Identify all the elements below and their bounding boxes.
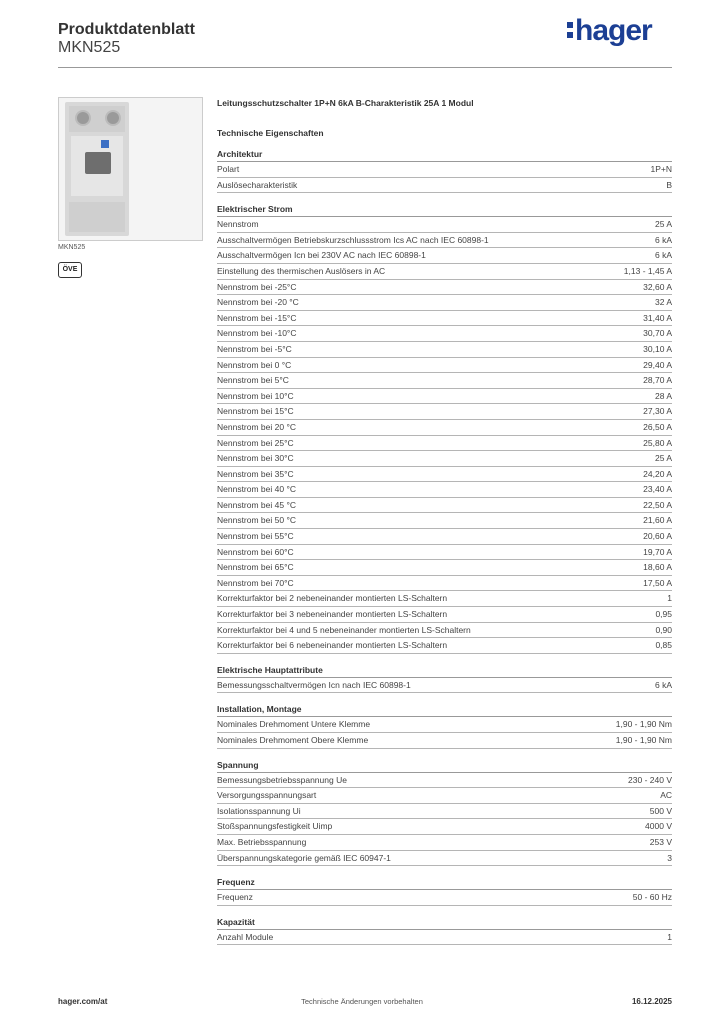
- spec-value: 24,20 A: [643, 468, 672, 479]
- spec-row: [217, 389, 672, 405]
- spec-value: B: [666, 179, 672, 190]
- spec-label: Bemessungsschaltvermögen Icn nach IEC 60898-1: [217, 679, 411, 690]
- spec-label: Korrekturfaktor bei 3 nebeneinander montierten LS-Schaltern: [217, 609, 448, 620]
- spec-value: 29,40 A: [643, 359, 672, 370]
- spec-value: 1,13 - 1,45 A: [623, 265, 672, 276]
- spec-value: 500 V: [649, 805, 672, 816]
- spec-row: [217, 420, 672, 436]
- spec-row: [217, 482, 672, 498]
- spec-value: AC: [660, 790, 672, 801]
- spec-row: [217, 295, 672, 311]
- spec-label: Versorgungsspannungsart: [217, 790, 317, 801]
- spec-label: Nennstrom bei 35°C: [217, 468, 294, 479]
- spec-row: [217, 545, 672, 561]
- spec-row: [217, 311, 672, 327]
- spec-label: Einstellung des thermischen Auslösers in AC: [217, 265, 386, 276]
- product-image: [58, 97, 203, 241]
- section-heading: Architektur: [217, 147, 672, 162]
- spec-section: [217, 875, 672, 906]
- spec-section: [217, 147, 672, 193]
- model-number: MKN525: [58, 39, 121, 56]
- spec-label: Ausschaltvermögen Betriebskurzschlussstrom Ics AC nach IEC 60898-1: [217, 234, 489, 245]
- spec-value: 6 kA: [654, 234, 672, 245]
- spec-row: [217, 404, 672, 420]
- section-heading: Kapazität: [217, 915, 672, 930]
- spec-value: 0,90: [655, 624, 672, 635]
- spec-row: [217, 451, 672, 467]
- spec-row: [217, 678, 672, 694]
- spec-row: [217, 930, 672, 946]
- section-heading: Frequenz: [217, 875, 672, 890]
- spec-row: [217, 851, 672, 867]
- spec-value: 20,60 A: [643, 531, 672, 542]
- spec-label: Nominales Drehmoment Untere Klemme: [217, 719, 371, 730]
- spec-label: Isolationsspannung Ui: [217, 805, 301, 816]
- spec-value: 27,30 A: [643, 406, 672, 417]
- spec-row: [217, 248, 672, 264]
- spec-row: [217, 560, 672, 576]
- spec-label: Korrekturfaktor bei 4 und 5 nebeneinander montierten LS-Schaltern: [217, 624, 471, 635]
- header-divider: [58, 67, 672, 68]
- spec-row: [217, 342, 672, 358]
- product-title: Leitungsschutzschalter 1P+N 6kA B-Charakteristik 25A 1 Modul: [217, 98, 474, 108]
- section-heading: Spannung: [217, 758, 672, 773]
- spec-value: 18,60 A: [643, 562, 672, 573]
- spec-row: [217, 717, 672, 733]
- spec-label: Nennstrom bei 30°C: [217, 453, 294, 464]
- spec-value: 4000 V: [645, 821, 672, 832]
- spec-row: [217, 373, 672, 389]
- certification-mark-icon: ÖVE: [58, 262, 82, 278]
- spec-row: [217, 835, 672, 851]
- spec-label: Frequenz: [217, 892, 253, 903]
- spec-row: [217, 178, 672, 194]
- spec-label: Nennstrom bei 0 °C: [217, 359, 292, 370]
- spec-row: [217, 264, 672, 280]
- spec-value: 25,80 A: [643, 437, 672, 448]
- spec-label: Korrekturfaktor bei 2 nebeneinander montierten LS-Schaltern: [217, 593, 448, 604]
- spec-label: Ausschaltvermögen Icn bei 230V AC nach IEC 60898-1: [217, 250, 426, 261]
- spec-row: [217, 804, 672, 820]
- spec-row: [217, 529, 672, 545]
- spec-value: 50 - 60 Hz: [632, 892, 672, 903]
- logo-dots-icon: [567, 18, 573, 42]
- spec-row: [217, 576, 672, 592]
- spec-value: 253 V: [649, 836, 672, 847]
- spec-label: Nennstrom: [217, 219, 259, 230]
- spec-row: [217, 591, 672, 607]
- spec-row: [217, 513, 672, 529]
- spec-label: Nennstrom bei 60°C: [217, 546, 294, 557]
- spec-value: 230 - 240 V: [628, 774, 672, 785]
- spec-row: [217, 436, 672, 452]
- spec-value: 0,85: [655, 640, 672, 651]
- spec-row: [217, 607, 672, 623]
- spec-label: Korrekturfaktor bei 6 nebeneinander montierten LS-Schaltern: [217, 640, 448, 651]
- spec-value: 30,10 A: [643, 343, 672, 354]
- spec-row: [217, 326, 672, 342]
- spec-row: [217, 623, 672, 639]
- section-heading: Elektrischer Strom: [217, 202, 672, 217]
- spec-section: [217, 202, 672, 654]
- spec-label: Anzahl Module: [217, 931, 274, 942]
- spec-row: [217, 890, 672, 906]
- spec-value: 31,40 A: [643, 312, 672, 323]
- footer-note: Technische Änderungen vorbehalten: [301, 997, 423, 1006]
- spec-value: 21,60 A: [643, 515, 672, 526]
- tech-heading: Technische Eigenschaften: [217, 128, 324, 138]
- spec-row: [217, 498, 672, 514]
- spec-value: 19,70 A: [643, 546, 672, 557]
- section-heading: Installation, Montage: [217, 702, 672, 717]
- spec-label: Nennstrom bei 5°C: [217, 375, 289, 386]
- spec-label: Nennstrom bei 40 °C: [217, 484, 296, 495]
- spec-section: [217, 663, 672, 694]
- spec-value: 3: [667, 852, 672, 863]
- spec-label: Stoßspannungsfestigkeit Uimp: [217, 821, 333, 832]
- spec-row: [217, 467, 672, 483]
- spec-row: [217, 788, 672, 804]
- spec-label: Nennstrom bei -15°C: [217, 312, 297, 323]
- spec-value: 26,50 A: [643, 421, 672, 432]
- spec-section: [217, 702, 672, 748]
- spec-label: Polart: [217, 164, 240, 174]
- spec-value: 23,40 A: [643, 484, 672, 495]
- spec-value: 17,50 A: [643, 577, 672, 588]
- page-title: Produktdatenblatt: [58, 21, 195, 38]
- spec-label: Bemessungsbetriebsspannung Ue: [217, 774, 347, 785]
- spec-value: 6 kA: [654, 250, 672, 261]
- image-caption: MKN525: [58, 244, 86, 251]
- spec-label: Nennstrom bei -25°C: [217, 281, 297, 292]
- section-heading: Elektrische Hauptattribute: [217, 663, 672, 678]
- spec-label: Nennstrom bei 20 °C: [217, 421, 296, 432]
- spec-row: [217, 233, 672, 249]
- spec-value: 1,90 - 1,90 Nm: [615, 735, 672, 745]
- spec-section: [217, 915, 672, 946]
- spec-row: [217, 162, 672, 178]
- spec-label: Nennstrom bei 25°C: [217, 437, 294, 448]
- spec-label: Nennstrom bei -5°C: [217, 343, 292, 354]
- spec-row: [217, 773, 672, 789]
- spec-label: Überspannungskategorie gemäß IEC 60947-1: [217, 852, 391, 863]
- spec-sections: [217, 147, 672, 945]
- spec-row: [217, 638, 672, 654]
- spec-value: 22,50 A: [643, 499, 672, 510]
- spec-section: [217, 758, 672, 867]
- spec-label: Max. Betriebsspannung: [217, 836, 307, 847]
- spec-row: [217, 280, 672, 296]
- spec-row: [217, 217, 672, 233]
- spec-label: Nennstrom bei -20 °C: [217, 297, 299, 308]
- brand-logo: hager: [567, 14, 652, 48]
- spec-label: Nennstrom bei 45 °C: [217, 499, 296, 510]
- spec-value: 32,60 A: [643, 281, 672, 292]
- spec-label: Nennstrom bei 70°C: [217, 577, 294, 588]
- spec-label: Nominales Drehmoment Obere Klemme: [217, 735, 369, 745]
- spec-value: 1: [667, 593, 672, 604]
- spec-label: Nennstrom bei 65°C: [217, 562, 294, 573]
- spec-value: 6 kA: [654, 679, 672, 690]
- spec-value: 32 A: [654, 297, 672, 308]
- spec-value: 1,90 - 1,90 Nm: [615, 719, 672, 730]
- spec-label: Auslösecharakteristik: [217, 179, 298, 190]
- spec-label: Nennstrom bei -10°C: [217, 328, 297, 339]
- footer-website[interactable]: hager.com/at: [58, 997, 108, 1006]
- spec-value: 30,70 A: [643, 328, 672, 339]
- spec-label: Nennstrom bei 55°C: [217, 531, 294, 542]
- footer-date: 16.12.2025: [631, 997, 672, 1006]
- spec-value: 28,70 A: [643, 375, 672, 386]
- spec-row: [217, 733, 672, 749]
- spec-row: [217, 358, 672, 374]
- spec-value: 25 A: [654, 219, 672, 230]
- spec-value: 0,95: [655, 609, 672, 620]
- spec-label: Nennstrom bei 15°C: [217, 406, 294, 417]
- spec-value: 25 A: [654, 453, 672, 464]
- spec-value: 1: [667, 931, 672, 942]
- spec-value: 28 A: [654, 390, 672, 401]
- spec-label: Nennstrom bei 10°C: [217, 390, 294, 401]
- spec-label: Nennstrom bei 50 °C: [217, 515, 296, 526]
- spec-content: [217, 96, 672, 945]
- circuit-breaker-illustration: [65, 102, 129, 236]
- spec-row: [217, 819, 672, 835]
- spec-value: 1P+N: [650, 164, 672, 174]
